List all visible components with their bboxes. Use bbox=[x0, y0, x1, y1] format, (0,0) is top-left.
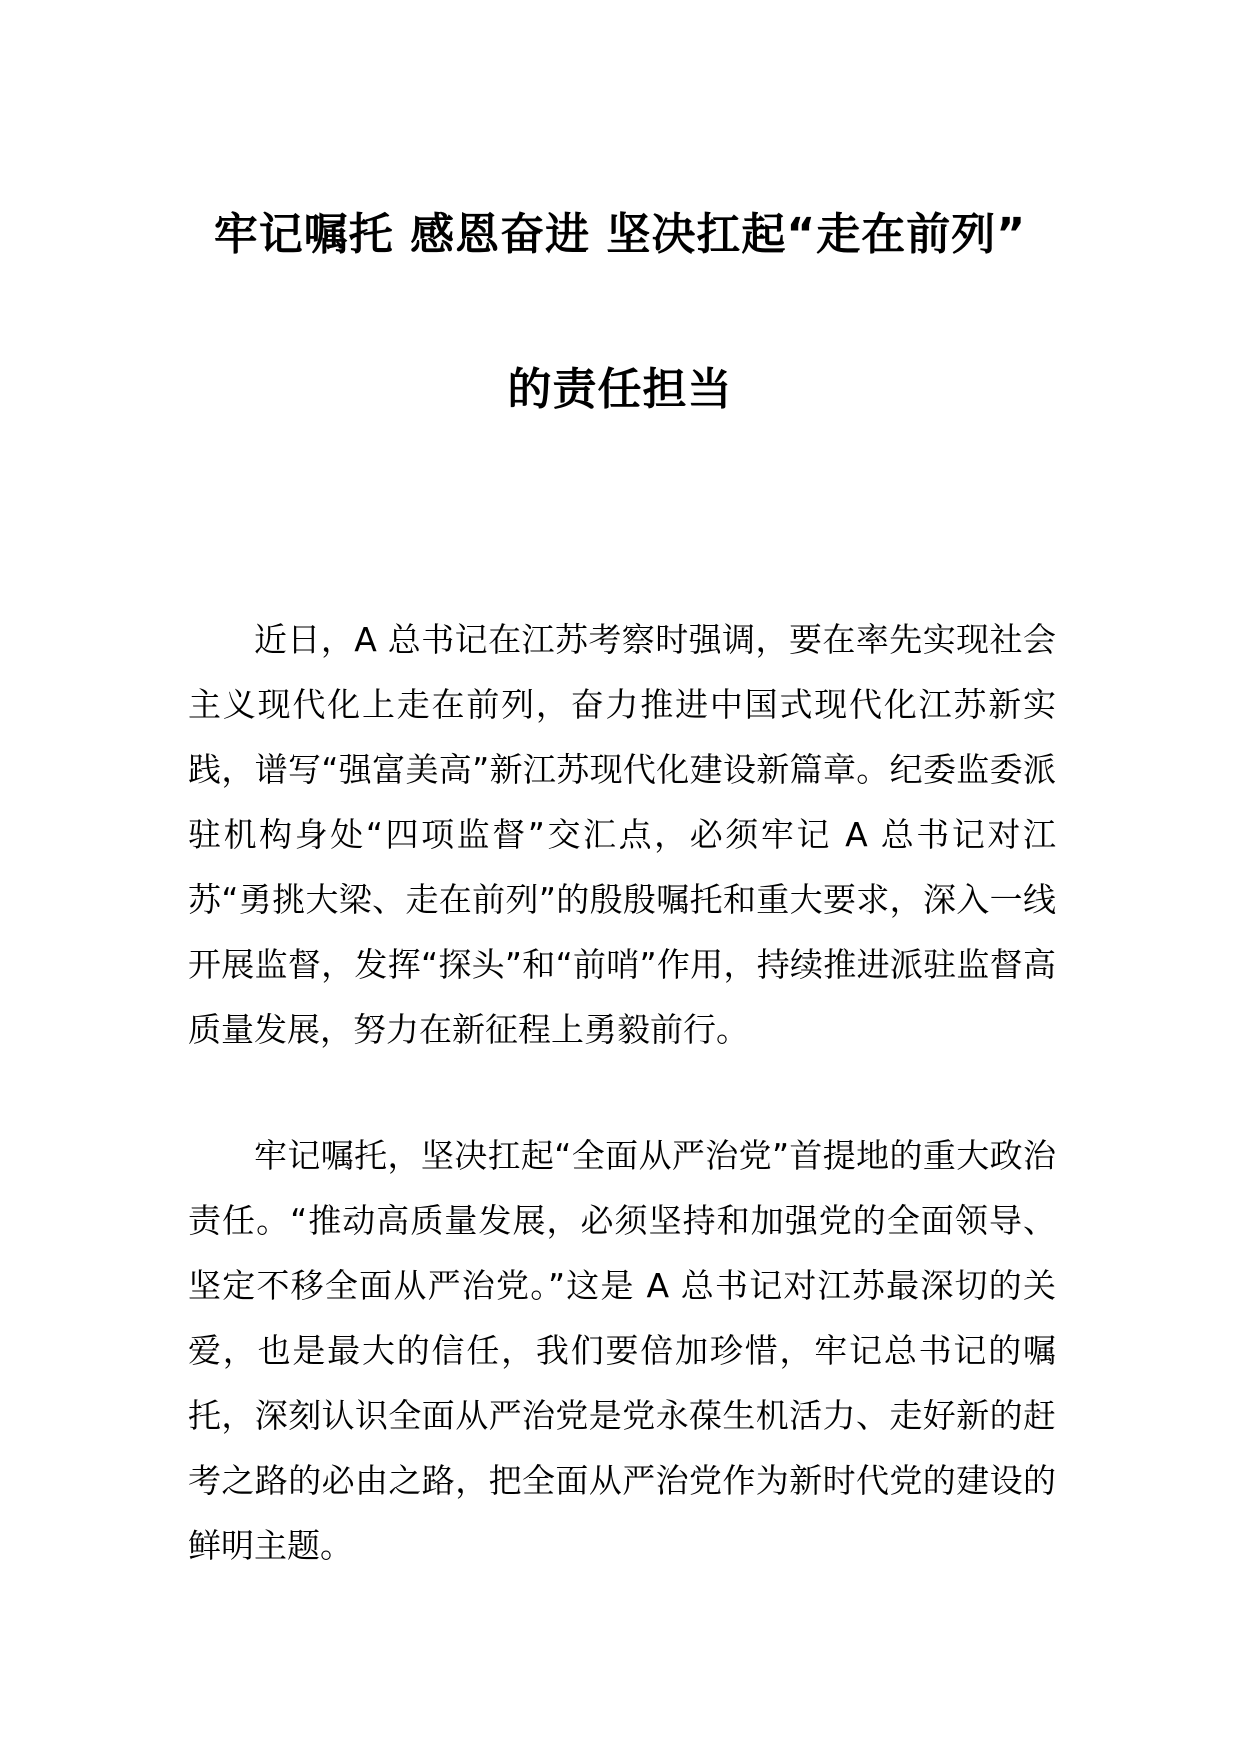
body-paragraph-1: 近日，A 总书记在江苏考察时强调，要在率先实现社会主义现代化上走在前列，奋力推进中国式现代化江苏新实践，谱写“强富美高”新江苏现代化建设新篇章。纪委监委派驻机构身处“四项监督”交汇点，必须牢记 A 总书记对江苏“勇挑大梁、走在前列”的殷殷嘱托和重大要求，深入一线开展监督，发挥“探头”和“前哨”作用，持续推进派驻监督高质量发展，努力在新征程上勇毅前行。 bbox=[188, 620, 1056, 1049]
document-title-line-2: 的责任担当 bbox=[507, 364, 733, 415]
body-paragraph-2: 牢记嘱托，坚决扛起“全面从严治党”首提地的重大政治责任。“推动高质量发展，必须坚持和加强党的全面领导、坚定不移全面从严治党。”这是 A 总书记对江苏最深切的关爱，也是最大的信任，我们要倍加珍惜，牢记总书记的嘱托，深刻认识全面从严治党是党永葆生机活力、走好新的赶考之路的必由之路，把全面从严治党作为新时代党的建设的鲜明主题。 bbox=[188, 1136, 1056, 1565]
document-title-line-1: 牢记嘱托 感恩奋进 坚决扛起“走在前列” bbox=[213, 209, 1027, 260]
